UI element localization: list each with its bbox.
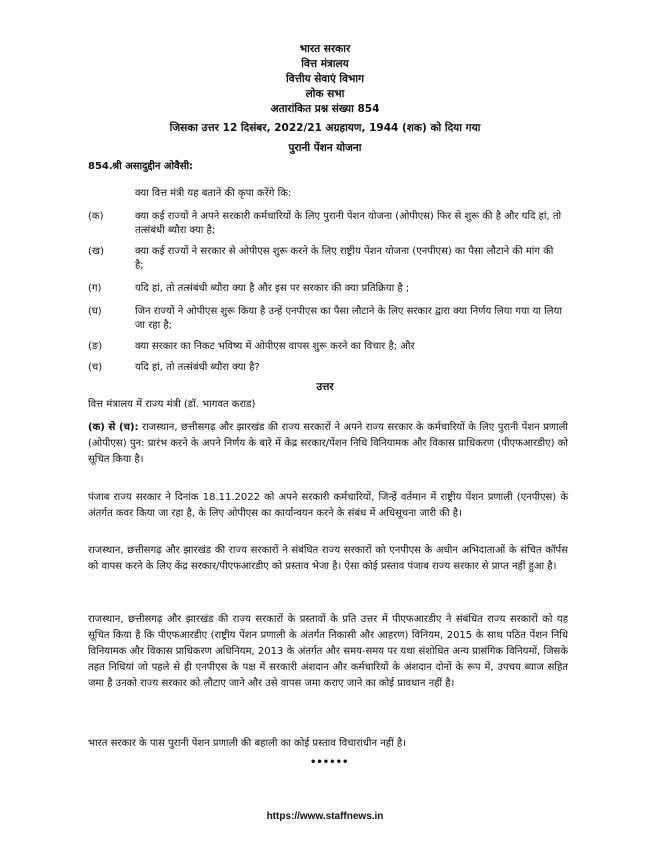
answer-paragraph-5: भारत सरकार के पास पुरानी पेंशन प्रणाली की बहाली का कोई प्रस्ताव विचाराधीन नहीं है। — [88, 738, 406, 749]
header-department: वित्तीय सेवाएं विभाग — [286, 73, 364, 85]
question-item-text: जिन राज्यों ने ओपीएस शुरू किया है उन्हें एनपीएस का पैसा लौटाने के लिए सरकार द्वारा क्या निर्णय लिया गया या लिया जा रहा है; — [135, 306, 562, 331]
question-item-text: क्या सरकार का निकट भविष्य में ओपीएस वापस शुरू करने का विचार है; और — [135, 341, 415, 352]
end-marker: •••••• — [310, 757, 349, 768]
question-item-mark: (घ) — [88, 306, 102, 317]
question-item-mark: (ग) — [88, 283, 102, 294]
question-item-mark: (क) — [88, 211, 104, 222]
question-number: 854. — [88, 161, 113, 172]
question-intro: क्या वित्त मंत्री यह बताने की कृपा करेंगे कि: — [135, 188, 292, 199]
answer-paragraph-1 — [88, 420, 568, 468]
question-item-text: क्या कई राज्यों ने सरकार से ओपीएस शुरू करने के लिए राष्ट्रीय पेंशन योजना (एनपीएस) का पैसा लौटाने की मांग की है; — [135, 246, 554, 271]
header-date-line: जिसका उत्तर 12 दिसंबर, 2022/21 अग्रहायण, 1944 (शक) को दिया गया — [169, 122, 481, 134]
answer-paragraph-4: राजस्थान, छत्तीसगढ़ और झारखंड की राज्य सरकारों के प्रस्तावों के प्रति उत्तर में पीएफआरडीए ने संबंधित राज्य सरकारों को यह सूचित किया है कि पीएफआरडीए (राष्ट्रीय पेंशन प्रणाली के अंतर्गत निकासी और आहरण) विनियम, 2015 के साथ पठित पेंशन निधि विनियामक और विकास प्राधिकरण अधिनियम, 2013 के अंतर्गत और समय-समय पर यथा संशोधित अन्य प्रासंगिक विनियमों, जिसके तहत निधियां जो पहले से ही एनपीएस के पक्ष में सरकारी अंशदान और कर्मचारियों के अंशदान दोनों के रूप में, उपचय ब्याज सहित जमा है उनको राज्य सरकार को लौटाए जाने और उसे वापस जमा कराए जाने का कोई प्रावधान नहीं है। — [88, 614, 568, 689]
answer-lead: (क) से (च): — [88, 422, 139, 433]
answer-heading: उत्तर — [316, 381, 334, 393]
question-item-text: क्या कई राज्यों ने अपने सरकारी कर्मचारियों के लिए पुरानी पेंशन योजना (ओपीएस) फिर से शुरू की है और यदि हां, तो तत्संबंधी ब्यौरा क्या है; — [135, 211, 562, 236]
header-ministry: वित्त मंत्रालय — [301, 58, 349, 70]
question-asker: श्री असादुद्दीन ओवैसी: — [112, 161, 194, 172]
question-item-text: यदि हां, तो तत्संबंधी ब्यौरा क्या है? — [135, 362, 260, 373]
header-subject: पुरानी पेंशन योजना — [288, 142, 362, 154]
question-item-mark: (ख) — [88, 246, 104, 257]
question-item-text: यदि हां, तो तत्संबंधी ब्यौरा क्या है और इस पर सरकार की क्या प्रतिक्रिया है ; — [135, 283, 410, 294]
header-govt: भारत सरकार — [299, 43, 351, 55]
answer-paragraph-3: राजस्थान, छत्तीसगढ़ और झारखंड की राज्य सरकारों ने संबंधित राज्य सरकारों को एनपीएस के अधीन अभिदाताओं के संचित कॉर्पस को वापस करने के लिए केंद्र सरकार/पीएफआरडीए को प्रस्ताव भेजा है। ऐसा कोई प्रस्ताव पंजाब राज्य सरकार से प्राप्त नहीं हुआ है। — [88, 545, 568, 572]
footer-url: https://www.staffnews.in — [266, 811, 384, 822]
header-question-number: अतारांकित प्रश्न संख्या 854 — [270, 103, 380, 115]
answer-minister: वित्त मंत्रालय में राज्य मंत्री (डॉ. भागवत कराड) — [88, 399, 256, 410]
question-item-mark: (ङ) — [88, 341, 103, 352]
answer-paragraph-2: पंजाब राज्य सरकार ने दिनांक 18.11.2022 को अपने सरकारी कर्मचारियों, जिन्हें वर्तमान में राष्ट्रीय पेंशन प्रणाली (एनपीएस) के अंतर्गत कवर किया जा रहा है, के लिए ओपीएस का कार्यान्वयन करने के संबंध में अधिसूचना जारी की है। — [88, 492, 568, 519]
answer-paragraph-1-text: राजस्थान, छत्तीसगढ़ और झारखंड की राज्य सरकारों ने अपने राज्य सरकार के कर्मचारियों के लिए पुरानी पेंशन प्रणाली (ओपीएस) पुन: प्रारंभ करने के अपने निर्णय के बारे में केंद्र सरकार/पेंशन निधि विनियामक और विकास प्राधिकरण (पीएफआरडीए) को सूचित किया है। — [88, 422, 568, 465]
question-item-mark: (च) — [88, 362, 103, 373]
header-house: लोक सभा — [305, 88, 345, 100]
